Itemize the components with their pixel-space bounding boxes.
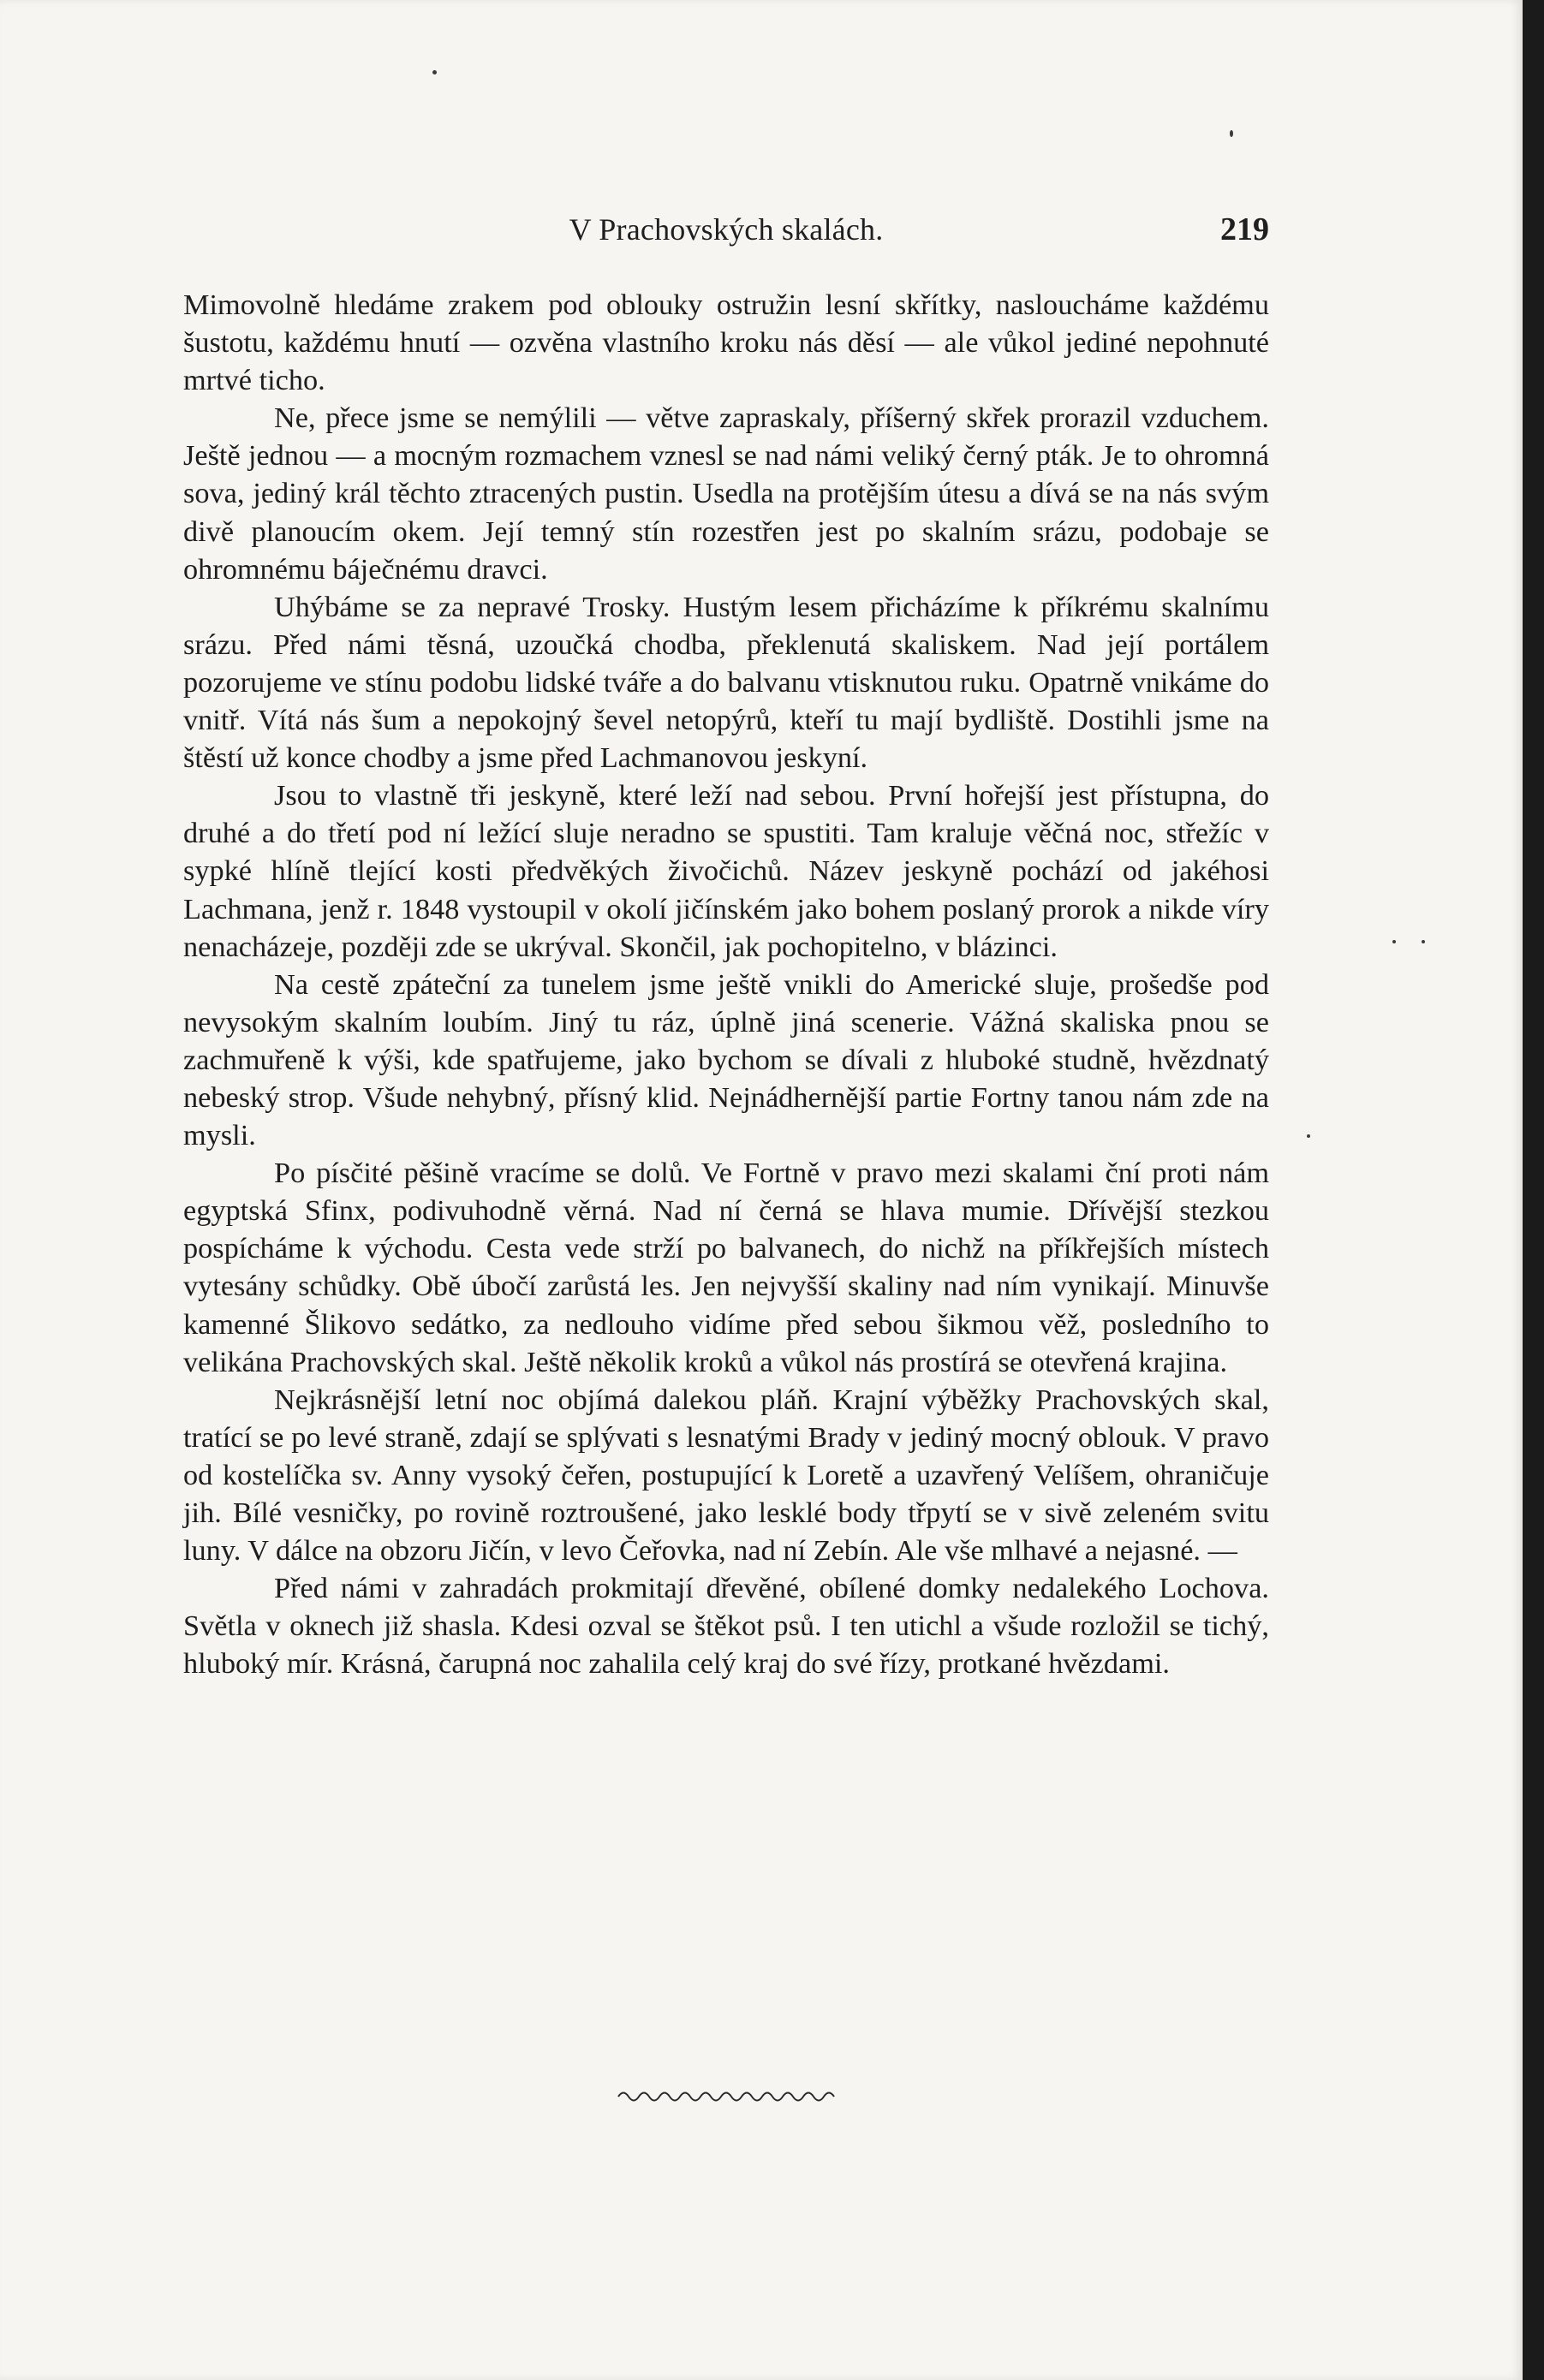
paragraph-5: Na cestě zpáteční za tunelem jsme ještě vnikli do Americké sluje, prošedše pod nevysokým skalním loubím. Jiný tu ráz, úplně jiná scenerie. Vážná skaliska pnou se zachmuřeně k výši, kde spatřujeme, jako bychom se dívali z hluboké studně, hvězdnatý nebeský strop. Všude nehybný, přísný klid. Nejnádhernější partie Fortny tanou nám zde na mysli.	[183, 967, 1269, 1152]
page-speck	[1422, 940, 1425, 943]
paragraph-8: Před námi v zahradách prokmitají dřevěné, obílené domky nedalekého Lochova. Světla v oknech již shasla. Kdesi ozval se štěkot psů. I ten utichl a všude rozložil se tichý, hluboký mír. Krásná, čarupná noc zahalila celý kraj do své řízy, protkané hvězdami.	[183, 1572, 1269, 1681]
page-speck	[1307, 1134, 1310, 1138]
paragraph-6: Po písčité pěšině vracíme se dolů. Ve Fortně v pravo mezi skalami ční proti nám egyptská Sfinx, podivuhodně věrná. Nad ní černá se hlava mumie. Dřívější stezkou pospícháme k východu. Cesta vede strží po balvanech, do nichž na příkřejších místech vytesány schůdky. Obě úbočí zarůstá les. Jen nejvyšší skaliny nad ním vynikají. Minuvše kamenné Šlikovo sedátko, za nedlouho vidíme před sebou šikmou věž, posledního to velikána Prachovských skal. Ještě několik kroků a vůkol nás prostírá se otevřená krajina.	[183, 1157, 1269, 1378]
body-text	[183, 286, 1269, 1682]
running-title: V Prachovských skalách.	[569, 212, 884, 247]
page-number: 219	[1220, 211, 1269, 247]
paragraph-7: Nejkrásnější letní noc objímá dalekou pláň. Krajní výběžky Prachovských skal, tratící se po levé straně, zdají se splývati s lesnatými Brady v jediný mocný oblouk. V pravo od kostelíčka sv. Anny vysoký čeřen, postupující k Loretě a uzavřený Velíšem, ohraničuje jih. Bílé vesničky, po rovině roztroušené, jako lesklé body třpytí se v sivě zeleném svitu luny. V dálce na obzoru Jičín, v levo Čeřovka, nad ní Zebín. Ale vše mlhavé a nejasné. —	[183, 1383, 1269, 1568]
paragraph-4: Jsou to vlastně tři jeskyně, které leží nad sebou. První hořejší jest přístupna, do druhé a do třetí pod ní ležící sluje neradno se spustiti. Tam kraluje věčná noc, střežíc v sypké hlíně tlející kosti předvěkých živočichů. Název jeskyně pochází od jakéhosi Lachmana, jenž r. 1848 vystoupil v okolí jičínském jako bohem poslaný prorok a nikde víry nenacházeje, později zde se ukrýval. Skončil, jak pochopitelno, v blázinci.	[183, 779, 1269, 963]
paragraph-3: Uhýbáme se za nepravé Trosky. Hustým lesem přicházíme k příkrému skalnímu srázu. Před námi těsná, uzoučká chodba, překlenutá skaliskem. Nad její portálem pozorujeme ve stínu podobu lidské tváře a do balvanu vtisknutou ruku. Opatrně vnikáme do vnitř. Vítá nás šum a nepokojný ševel netopýrů, kteří tu mají bydliště. Dostihli jsme na štěstí už konce chodby a jsme před Lachmanovou jeskyní.	[183, 590, 1269, 775]
page-header	[183, 204, 1269, 255]
page-speck	[1230, 130, 1233, 137]
wavy-line-ornament	[617, 2084, 839, 2109]
page-speck	[1392, 940, 1396, 943]
page-speck	[432, 70, 437, 74]
paragraph-2: Ne, přece jsme se nemýlili — větve zapraskaly, příšerný skřek prorazil vzduchem. Ještě jednou — a mocným rozmachem vznesl se nad námi veliký černý pták. Je to ohromná sova, jediný král těchto ztracených pustin. Usedla na protějším útesu a dívá se na nás svým divě planoucím okem. Její temný stín rozestřen jest po skalním srázu, podobaje se ohromnému báječnému dravci.	[183, 402, 1269, 586]
paragraph-1: Mimovolně hledáme zrakem pod oblouky ostružin lesní skřítky, nasloucháme každému šustotu, každému hnutí — ozvěna vlastního kroku nás děsí — ale vůkol jediné nepohnuté mrtvé ticho.	[183, 289, 1269, 397]
